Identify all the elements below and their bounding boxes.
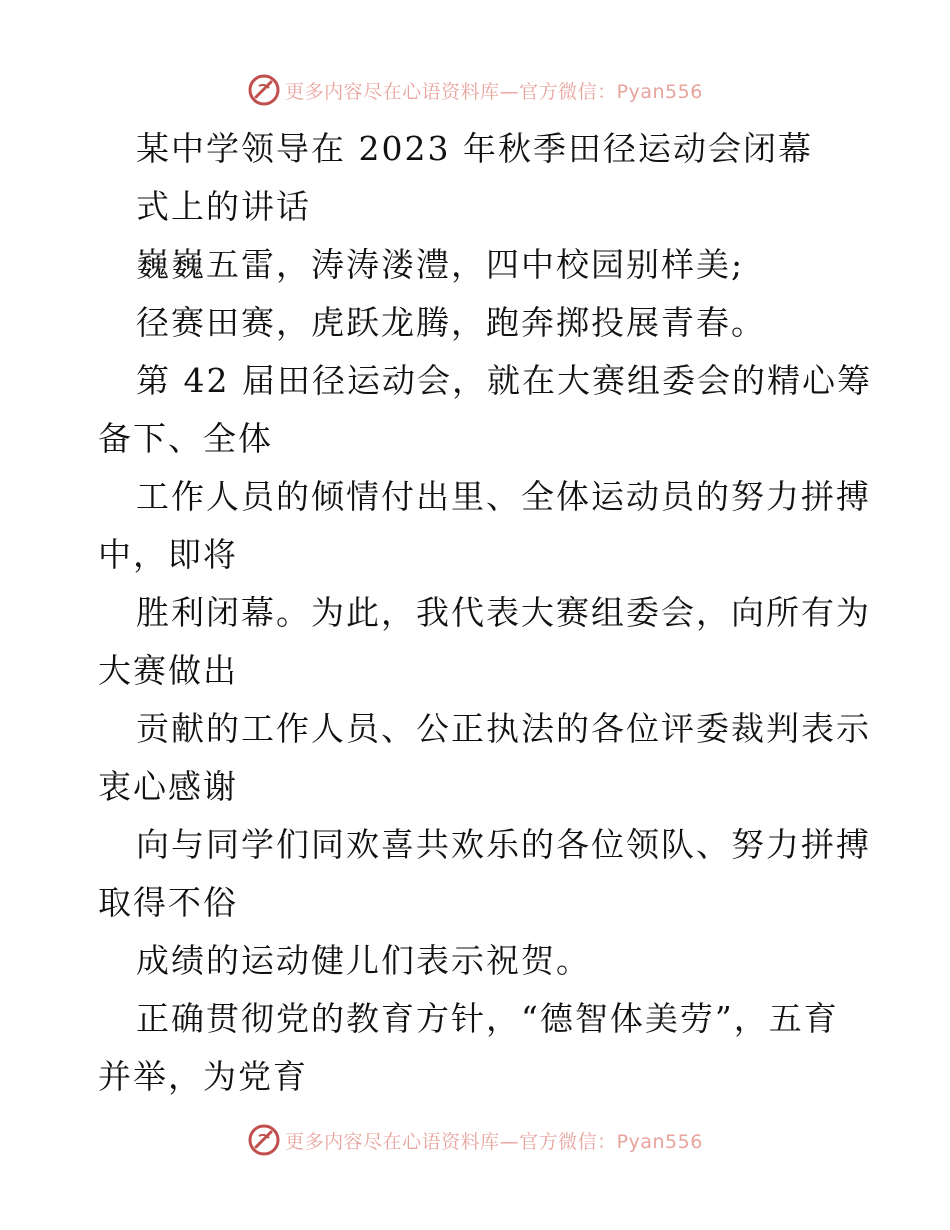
seal-logo-icon — [247, 73, 281, 107]
paragraph-line: 第 42 届田径运动会，就在大赛组委会的精心筹 — [136, 361, 872, 400]
paragraph-line: 并举，为党育 — [98, 1057, 308, 1096]
paragraph-line: 正确贯彻党的教育方针，“德智体美劳”，五育 — [136, 999, 839, 1038]
document-body — [98, 120, 872, 1106]
paragraph-line: 巍巍五雷，涛涛溇澧，四中校园别样美; — [136, 245, 745, 284]
paragraph-line: 备下、全体 — [98, 419, 273, 458]
header-banner — [0, 70, 950, 110]
paragraph-line: 向与同学们同欢喜共欢乐的各位领队、努力拼搏 — [136, 825, 871, 864]
paragraph-line: 径赛田赛，虎跃龙腾，跑奔掷投展青春。 — [136, 303, 766, 342]
paragraph-line: 胜利闭幕。为此，我代表大赛组委会，向所有为 — [136, 593, 871, 632]
title-line-2: 式上的讲话 — [136, 187, 311, 226]
seal-logo-icon — [247, 1123, 281, 1157]
paragraph-line: 大赛做出 — [98, 651, 238, 690]
header-banner-text: 更多内容尽在心语资料库—官方微信：Pyan556 — [285, 80, 703, 103]
paragraph-line: 中，即将 — [98, 535, 238, 574]
paragraph-line: 衷心感谢 — [98, 767, 238, 806]
paragraph-line: 成绩的运动健儿们表示祝贺。 — [136, 941, 591, 980]
paragraph-line: 贡献的工作人员、公正执法的各位评委裁判表示 — [136, 709, 871, 748]
title-line-1: 某中学领导在 2023 年秋季田径运动会闭幕 — [136, 129, 813, 168]
footer-banner-text: 更多内容尽在心语资料库—官方微信：Pyan556 — [285, 1130, 703, 1153]
footer-banner — [0, 1120, 950, 1160]
paragraph-line: 取得不俗 — [98, 883, 238, 922]
paragraph-line: 工作人员的倾情付出里、全体运动员的努力拼搏 — [136, 477, 871, 516]
